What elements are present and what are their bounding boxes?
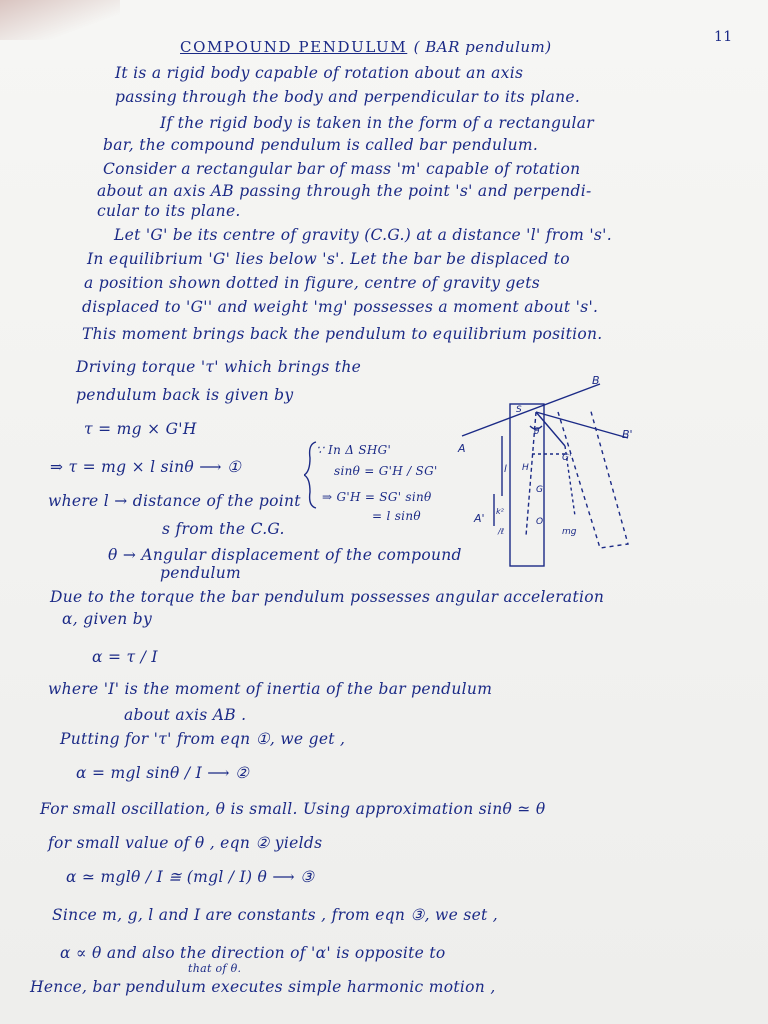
label-b: B xyxy=(592,376,600,387)
text-line: bar, the compound pendulum is called bar pendulum. xyxy=(103,136,539,154)
text-line: for small value of θ , eqn ② yields xyxy=(48,834,323,852)
text-line: s from the C.G. xyxy=(162,520,285,538)
label-o: O xyxy=(536,517,544,527)
axis-ab xyxy=(462,384,600,436)
equation-2: α = mgl sinθ / I ⟶ ② xyxy=(76,764,250,782)
label-g: G xyxy=(536,485,543,495)
text-line: cular to its plane. xyxy=(97,202,241,220)
page-corner-shadow xyxy=(0,0,120,40)
label-b-prime: B' xyxy=(622,428,633,441)
bar-pendulum-figure xyxy=(450,376,690,576)
text-line: pendulum xyxy=(160,564,242,582)
text-line: that of θ. xyxy=(188,962,242,975)
equation-1: ⇒ τ = mg × l sinθ ⟶ ① xyxy=(50,458,242,476)
text-line: θ → Angular displacement of the compound xyxy=(108,546,462,564)
bracket-brace xyxy=(304,440,318,510)
label-mg: mg xyxy=(562,527,577,537)
text-line: about an axis AB passing through the point 's' and perpendi- xyxy=(97,182,592,200)
text-line: where 'I' is the moment of inertia of the bar pendulum xyxy=(48,680,493,698)
equation-3: α ≃ mglθ / I ≅ (mgl / I) θ ⟶ ③ xyxy=(66,868,315,886)
label-h: H xyxy=(522,463,529,473)
text-line: about axis AB . xyxy=(124,706,247,724)
text-line: This moment brings back the pendulum to equilibrium position. xyxy=(82,325,603,343)
text-line: Putting for 'τ' from eqn ①, we get , xyxy=(60,730,346,748)
label-a: A xyxy=(458,442,466,455)
text-line: Since m, g, l and I are constants , from eqn ③, we set , xyxy=(52,906,499,924)
title-sub: ( BAR pendulum) xyxy=(413,38,552,56)
label-theta: θ xyxy=(534,427,540,437)
page-title xyxy=(180,38,552,56)
text-line: where l → distance of the point xyxy=(48,492,301,510)
text-line: pendulum back is given by xyxy=(76,386,294,404)
label-l: l xyxy=(504,464,507,475)
text-line: displaced to 'G'' and weight 'mg' possesses a moment about 's'. xyxy=(82,298,599,316)
text-line: If the rigid body is taken in the form of a rectangular xyxy=(160,114,595,132)
label-g-prime: G' xyxy=(562,453,572,463)
bracket-line: sinθ = G'H / SG' xyxy=(334,464,438,478)
text-line: In equilibrium 'G' lies below 's'. Let the bar be displaced to xyxy=(87,250,570,268)
text-line: For small oscillation, θ is small. Using approximation sinθ ≃ θ xyxy=(40,800,546,818)
text-line: a position shown dotted in figure, centre of gravity gets xyxy=(84,274,540,292)
bracket-line: = l sinθ xyxy=(372,509,421,523)
text-line: α ∝ θ and also the direction of 'α' is opposite to xyxy=(60,944,446,962)
label-k2: k² xyxy=(496,507,504,516)
text-line: Consider a rectangular bar of mass 'm' capable of rotation xyxy=(103,160,581,178)
equation-torque: τ = mg × G'H xyxy=(84,420,197,438)
text-line: Due to the torque the bar pendulum possesses angular acceleration xyxy=(50,588,605,606)
label-l-over: /ℓ xyxy=(498,527,504,536)
text-line: Let 'G' be its centre of gravity (C.G.) at a distance 'l' from 's'. xyxy=(114,226,612,244)
text-line: Hence, bar pendulum executes simple harmonic motion , xyxy=(30,978,496,996)
sg-prime-line xyxy=(536,412,565,446)
label-a-prime: A' xyxy=(474,512,485,525)
axis-ab-prime xyxy=(536,412,628,438)
text-line: Driving torque 'τ' which brings the xyxy=(76,358,362,376)
text-line: α, given by xyxy=(62,610,153,628)
text-line: It is a rigid body capable of rotation about an axis xyxy=(115,64,524,82)
bracket-line: ∵ In Δ SHG' xyxy=(316,443,392,457)
title-main: COMPOUND PENDULUM xyxy=(180,38,408,56)
bracket-line: ⇒ G'H = SG' sinθ xyxy=(322,490,432,504)
page-number: 11 xyxy=(714,29,733,45)
label-s: S xyxy=(516,405,522,415)
equation-alpha: α = τ / I xyxy=(92,648,158,666)
text-line: passing through the body and perpendicular to its plane. xyxy=(115,88,581,106)
